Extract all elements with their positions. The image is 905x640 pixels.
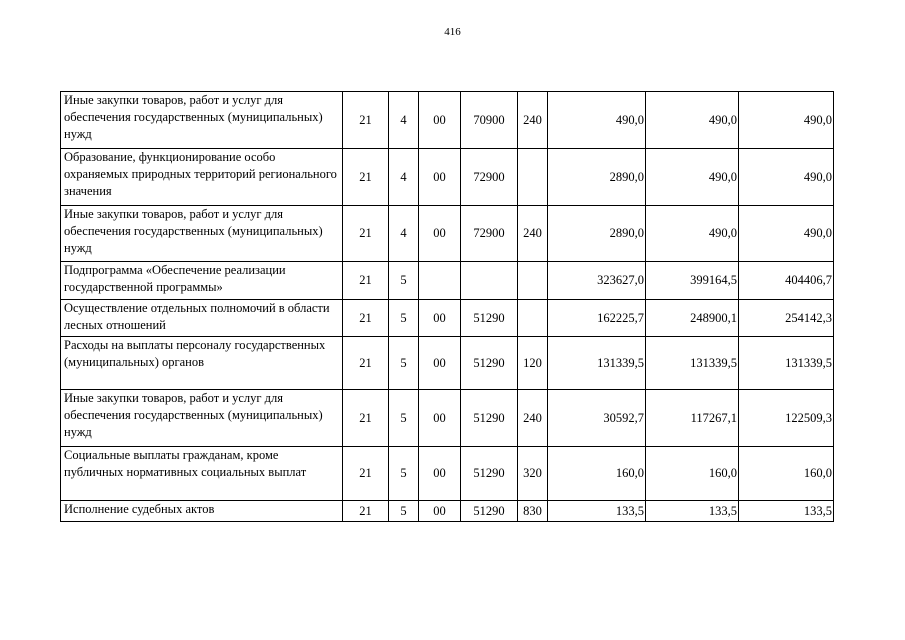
cell-year2: 160,0 [646,447,739,501]
cell-year2: 399164,5 [646,262,739,300]
row-name: Социальные выплаты гражданам, кроме публичных нормативных социальных выплат [61,447,343,501]
cell-gp: 21 [343,501,389,522]
cell-code: 51290 [461,337,518,390]
cell-year3: 404406,7 [739,262,834,300]
table-row [61,447,834,501]
cell-vr: 830 [518,501,548,522]
cell-year3: 490,0 [739,92,834,149]
cell-om: 00 [419,447,461,501]
cell-om: 00 [419,92,461,149]
cell-pp: 5 [389,300,419,337]
cell-pp: 5 [389,447,419,501]
cell-pp: 4 [389,149,419,206]
cell-vr: 240 [518,206,548,262]
row-name: Подпрограмма «Обеспечение реализации государственной программы» [61,262,343,300]
row-name: Иные закупки товаров, работ и услуг для обеспечения государственных (муниципальных) нужд [61,390,343,447]
cell-year2: 490,0 [646,92,739,149]
table-row [61,149,834,206]
cell-year1: 162225,7 [548,300,646,337]
cell-vr: 240 [518,92,548,149]
cell-year1: 131339,5 [548,337,646,390]
cell-code: 51290 [461,501,518,522]
cell-gp: 21 [343,337,389,390]
cell-pp: 5 [389,337,419,390]
cell-om: 00 [419,501,461,522]
cell-gp: 21 [343,447,389,501]
row-name: Иные закупки товаров, работ и услуг для обеспечения государственных (муниципальных) нужд [61,92,343,149]
cell-om: 00 [419,149,461,206]
cell-gp: 21 [343,206,389,262]
cell-year3: 490,0 [739,206,834,262]
cell-code: 70900 [461,92,518,149]
row-name: Иные закупки товаров, работ и услуг для обеспечения государственных (муниципальных) нужд [61,206,343,262]
cell-gp: 21 [343,262,389,300]
cell-pp: 5 [389,390,419,447]
cell-vr: 320 [518,447,548,501]
cell-year2: 490,0 [646,149,739,206]
cell-year3: 131339,5 [739,337,834,390]
cell-pp: 5 [389,501,419,522]
cell-year1: 2890,0 [548,149,646,206]
cell-year2: 248900,1 [646,300,739,337]
cell-year1: 2890,0 [548,206,646,262]
cell-year2: 133,5 [646,501,739,522]
cell-gp: 21 [343,300,389,337]
cell-code: 51290 [461,300,518,337]
cell-pp: 5 [389,262,419,300]
table-body [61,92,834,522]
cell-code [461,262,518,300]
cell-om: 00 [419,390,461,447]
cell-year1: 30592,7 [548,390,646,447]
cell-vr: 240 [518,390,548,447]
table-row [61,501,834,522]
cell-year3: 160,0 [739,447,834,501]
cell-year1: 133,5 [548,501,646,522]
cell-year3: 490,0 [739,149,834,206]
budget-table [60,91,834,522]
cell-pp: 4 [389,92,419,149]
row-name: Осуществление отдельных полномочий в области лесных отношений [61,300,343,337]
cell-year2: 131339,5 [646,337,739,390]
table-row [61,390,834,447]
cell-year3: 133,5 [739,501,834,522]
row-name: Исполнение судебных актов [61,501,343,522]
table-row [61,206,834,262]
cell-om: 00 [419,206,461,262]
cell-om: 00 [419,337,461,390]
cell-code: 72900 [461,149,518,206]
row-name: Образование, функционирование особо охраняемых природных территорий регионального значения [61,149,343,206]
table-row [61,337,834,390]
cell-year1: 160,0 [548,447,646,501]
cell-vr [518,149,548,206]
cell-year2: 117267,1 [646,390,739,447]
table-row [61,262,834,300]
cell-om: 00 [419,300,461,337]
cell-year1: 490,0 [548,92,646,149]
page-number: 416 [444,26,461,38]
cell-year1: 323627,0 [548,262,646,300]
cell-code: 51290 [461,447,518,501]
table-row [61,300,834,337]
cell-vr [518,262,548,300]
cell-code: 51290 [461,390,518,447]
cell-gp: 21 [343,390,389,447]
table-row [61,92,834,149]
cell-pp: 4 [389,206,419,262]
cell-code: 72900 [461,206,518,262]
cell-year3: 254142,3 [739,300,834,337]
cell-gp: 21 [343,149,389,206]
row-name: Расходы на выплаты персоналу государственных (муниципальных) органов [61,337,343,390]
cell-gp: 21 [343,92,389,149]
cell-year3: 122509,3 [739,390,834,447]
cell-vr [518,300,548,337]
cell-om [419,262,461,300]
cell-vr: 120 [518,337,548,390]
cell-year2: 490,0 [646,206,739,262]
